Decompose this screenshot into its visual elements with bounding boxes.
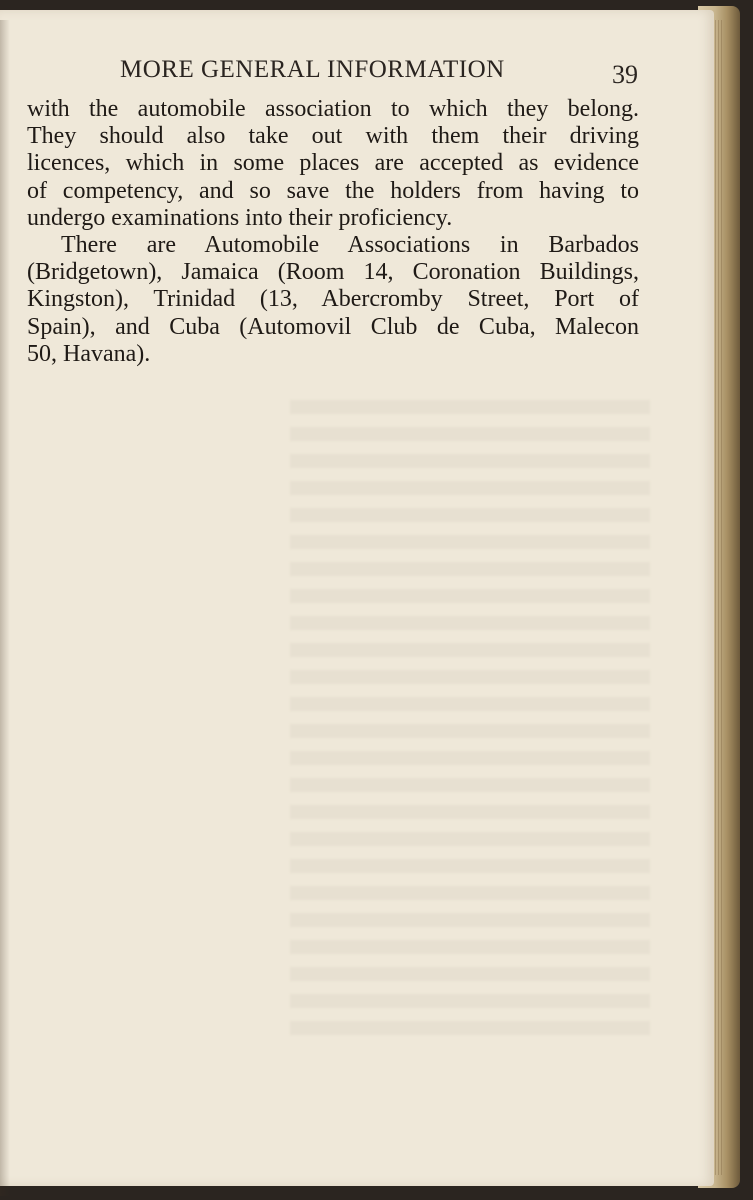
text-line: licences, which in some places are accepted as evidence	[27, 150, 639, 177]
text-line: They should also take out with them their driving	[27, 123, 639, 150]
book-page	[0, 10, 714, 1186]
paragraph-2	[27, 232, 639, 368]
text-line: (Bridgetown), Jamaica (Room 14, Coronation Buildings,	[27, 259, 639, 286]
gutter-shadow	[0, 20, 10, 1196]
text-line: Spain), and Cuba (Automovil Club de Cuba, Malecon	[27, 313, 639, 340]
running-head: MORE GENERAL INFORMATION	[120, 56, 505, 83]
text-line: There are Automobile Associations in Barbados	[61, 232, 639, 259]
text-line: of competency, and so save the holders from having to	[27, 177, 639, 204]
text-line: Kingston), Trinidad (13, Abercromby Street, Port of	[27, 286, 639, 313]
text-line: undergo examinations into their proficiency.	[27, 204, 453, 231]
page-number: 39	[612, 60, 638, 89]
text-line: with the automobile association to which they belong.	[27, 96, 639, 122]
paragraph-1	[27, 96, 639, 232]
text-line: 50, Havana).	[27, 340, 151, 367]
body-text	[27, 96, 639, 368]
bleed-through-texture	[290, 400, 650, 1040]
